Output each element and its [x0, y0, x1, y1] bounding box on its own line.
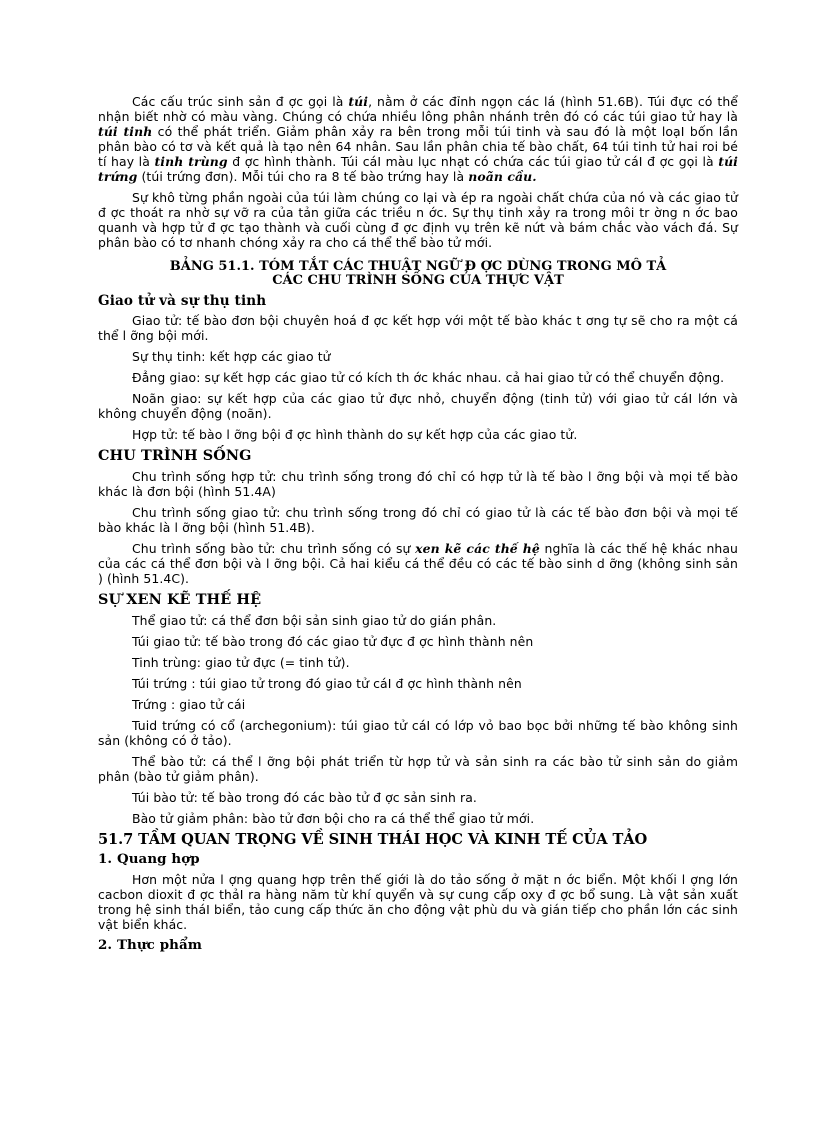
definition-egg: Trứng : giao tử cái — [132, 697, 246, 712]
text-run: nghĩa là các thế hệ khác nhau của các cá thể đơn bội và l ỡng bội. Cả hai kiểu cá thể đều có các tế bào sinh d ỡng (không sinh sản ) (hình 51.4C). — [98, 541, 739, 586]
definition-sporophyte: Thể bào tử: cá thể l ỡng bội phát triển từ hợp tử và sản sinh ra các bào tử sinh sản do giảm phân (bào tử giảm phân). — [98, 754, 738, 784]
heading-51-7: 51.7 TẦM QUAN TRỌNG VỀ SINH THÁI HỌC VÀ KINH TẾ CỦA TẢO — [98, 831, 648, 848]
term-tui-tinh: túi tinh — [98, 124, 153, 139]
definition-gametophyte: Thể giao tử: cá thể đơn bội sản sinh giao tử do gián phân. — [132, 613, 497, 628]
term-tui-trung: túi trứng — [98, 154, 738, 184]
definition-gametangium: Túi giao tử: tế bào trong đó các giao tử đực đ ợc hình thành nên — [132, 634, 534, 649]
paragraph-reproductive-structures — [98, 94, 738, 184]
text-run: Chu trình sống bào tử: chu trình sống có sự — [132, 541, 416, 556]
term-tui: túi — [348, 94, 369, 109]
term-tinh-trung: tinh trùng — [154, 154, 228, 169]
definition-zygote: Hợp tử: tế bào l ỡng bội đ ợc hình thành do sự kết hợp của các giao tử. — [132, 427, 578, 442]
definition-meiospore: Bào tử giảm phân: bào tử đơn bội cho ra cá thể thể giao tử mới. — [132, 811, 535, 826]
text-run: (túi trứng đơn). Mỗi túi cho ra 8 tế bào trứng hay là — [137, 169, 469, 184]
definition-sporic-cycle — [98, 541, 738, 586]
table-title-line-2: CÁC CHU TRÌNH SỐNG CỦA THỰC VẬT — [272, 273, 564, 288]
paragraph-photosynthesis: Hơn một nửa l ợng quang hợp trên thế giới là do tảo sống ở mặt n ớc biển. Một khối l ợng lớn cacbon dioxit đ ợc thảI ra hàng năm từ khí quyển và sự cung cấp oxy đ ợc bổ sung. Là vật sản xuất trong hệ sinh tháI biển, tảo cung cấp thức ăn cho động vật phù du và gián tiếp cho phần lớn các sinh vật biển khác. — [98, 872, 738, 932]
definition-oogonium: Túi trứng : túi giao tử trong đó giao tử cáI đ ợc hình thành nên — [132, 676, 522, 691]
section-alternation-of-generations: SỰ XEN KẼ THẾ HỆ — [98, 591, 262, 608]
definition-archegonium: Tuid trứng có cổ (archegonium): túi giao tử cáI có lớp vỏ bao bọc bởi những tế bào không sinh sản (không có ở tảo). — [98, 718, 738, 748]
definition-oogamy: Noãn giao: sự kết hợp của các giao tử đực nhỏ, chuyển động (tinh tử) với giao tử cáI lớn và không chuyển động (noãn). — [98, 391, 738, 421]
heading-photosynthesis: 1. Quang hợp — [98, 851, 200, 867]
section-life-cycle: CHU TRÌNH SỐNG — [98, 447, 252, 464]
term-noan-cau: noãn cầu. — [468, 169, 537, 184]
table-title-line-1: BẢNG 51.1. TÓM TẮT CÁC THUẬT NGỮ Đ ỢC DÙNG TRONG MÔ TẢ — [169, 259, 667, 274]
text-run: đ ợc hình thành. Túi cáI màu lục nhạt có chứa các túi giao tử cáI đ ợc gọi là — [227, 154, 719, 169]
document-page — [98, 94, 738, 958]
definition-isogamy: Đẳng giao: sự kết hợp các giao tử có kích th ớc khác nhau. cả hai giao tử có thể chuyển động. — [132, 370, 725, 385]
heading-food: 2. Thực phẩm — [98, 937, 203, 953]
definition-sperm: Tinh trùng: giao tử đực (= tinh tử). — [132, 655, 350, 670]
definition-fertilization: Sự thụ tinh: kết hợp các giao tử — [132, 349, 331, 364]
definition-gametic-cycle: Chu trình sống giao tử: chu trình sống trong đó chỉ có giao tử là các tế bào đơn bội và mọi tế bào khác là l ỡng bội (hình 51.4B). — [98, 505, 738, 535]
definition-zygotic-cycle: Chu trình sống hợp tử: chu trình sống trong đó chỉ có hợp tử là tế bào l ỡng bội và mọi tế bào khác là đơn bội (hình 51.4A) — [98, 469, 738, 499]
text-run: có thể phát triển. Giảm phân xảy ra bên trong mỗi túi tinh và sau đó là một loạI bốn lần phân bào có tơ và kết quả là tạo nên 64 nhân. Sau lần phân chia tế bào chất, 64 túi tinh tử hai roi bé tí hay là — [98, 124, 738, 169]
definition-sporangium: Túi bào tử: tế bào trong đó các bào tử đ ợc sản sinh ra. — [132, 790, 477, 805]
definition-gamete: Giao tử: tế bào đơn bội chuyên hoá đ ợc kết hợp với một tế bào khác t ơng tự sẽ cho ra một cá thể l ỡng bội mới. — [98, 313, 738, 343]
paragraph-fertilization: Sự khô từng phần ngoài của túi làm chúng co lại và ép ra ngoài chất chứa của nó và các giao tử đ ợc thoát ra nhờ sự vỡ ra của tản giữa các triều n ớc. Sự thụ tinh xảy ra trong môi tr ờng n ớc bao quanh và hợp tử đ ợc tạo thành và cuối cùng đ ợc định vụ trên kẽ nứt và bám chắc vào vách đá. Sự phân bào có tơ nhanh chóng xảy ra cho cá thể thể bào tử mới. — [98, 190, 738, 250]
term-alternation: xen kẽ các thế hệ — [415, 541, 540, 556]
text-run: Các cấu trúc sinh sản đ ợc gọi là — [132, 94, 349, 109]
table-title — [98, 260, 738, 288]
text-run: , nằm ở các đỉnh ngọn các lá (hình 51.6B). Túi đực có thể nhận biết nhờ có màu vàng. Chúng có chứa nhiều lông phân nhánh trên đó có các túi giao tử hay là — [98, 94, 739, 124]
subheading-gametes: Giao tử và sự thụ tinh — [98, 293, 267, 309]
